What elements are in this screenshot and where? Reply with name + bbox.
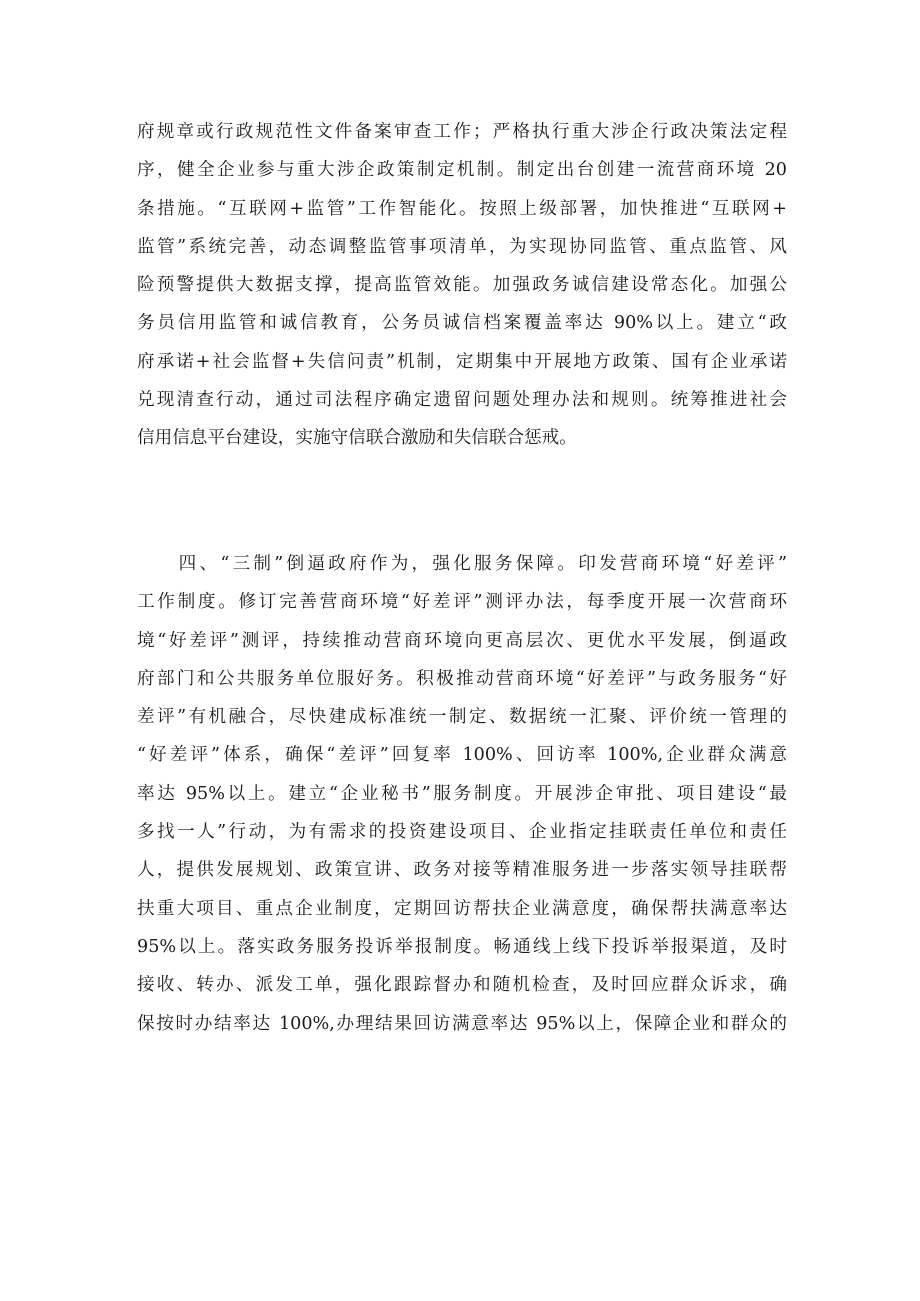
text-line: 兑现清查行动，通过司法程序确定遗留问题处理办法和规则。统筹推进社会 bbox=[137, 390, 787, 411]
text-line: 人，提供发展规划、政策宣讲、政务对接等精准服务进一步落实领导挂联帮 bbox=[137, 860, 787, 881]
text-line: 四、“三制”倒逼政府作为，强化服务保障。印发营商环境“好差评” bbox=[137, 554, 787, 574]
text-line: 监管”系统完善，动态调整监管事项清单，为实现协同监管、重点监管、风 bbox=[137, 236, 787, 257]
text-line: 工作制度。修订完善营商环境“好差评”测评办法，每季度开展一次营商环 bbox=[137, 592, 787, 613]
text-line: 率达 95%以上。建立“企业秘书”服务制度。开展涉企审批、项目建设“最 bbox=[137, 783, 787, 804]
text-line: 序，健全企业参与重大涉企政策制定机制。制定出台创建一流营商环境 20 bbox=[137, 160, 787, 181]
text-line: 扶重大项目、重点企业制度，定期回访帮扶企业满意度，确保帮扶满意率达 bbox=[137, 898, 787, 919]
text-line: 府规章或行政规范性文件备案审查工作；严格执行重大涉企行政决策法定程 bbox=[137, 122, 787, 142]
text-line: 多找一人”行动，为有需求的投资建设项目、企业指定挂联责任单位和责任 bbox=[137, 822, 787, 843]
text-line: 接收、转办、派发工单，强化跟踪督办和随机检查，及时回应群众诉求，确 bbox=[137, 975, 787, 996]
text-line: 保按时办结率达 100%,办理结果回访满意率达 95%以上，保障企业和群众的 bbox=[137, 1013, 787, 1034]
paragraph-1 bbox=[137, 113, 787, 458]
text-line: 府部门和公共服务单位服好务。积极推动营商环境“好差评”与政务服务“好 bbox=[137, 668, 787, 689]
text-line: 差评”有机融合，尽快建成标准统一制定、数据统一汇聚、评价统一管理的 bbox=[137, 707, 787, 728]
text-line: 信用信息平台建设，实施守信联合激励和失信联合惩戒。 bbox=[137, 428, 577, 449]
text-line: 条措施。“互联网+监管”工作智能化。按照上级部署，加快推进“互联网+ bbox=[137, 198, 787, 219]
text-line: 府承诺+社会监督+失信问责”机制，定期集中开展地方政策、国有企业承诺 bbox=[137, 351, 787, 372]
text-line: “好差评”体系，确保“差评”回复率 100%、回访率 100%,企业群众满意 bbox=[137, 745, 787, 766]
text-line: 境“好差评”测评，持续推动营商环境向更高层次、更优水平发展，倒逼政 bbox=[137, 630, 787, 651]
text-line: 95%以上。落实政务服务投诉举报制度。畅通线上线下投诉举报渠道，及时 bbox=[137, 936, 787, 957]
text-line: 务员信用监管和诚信教育，公务员诚信档案覆盖率达 90%以上。建立“政 bbox=[137, 313, 787, 334]
text-line: 险预警提供大数据支撑，提高监管效能。加强政务诚信建设常态化。加强公 bbox=[137, 275, 787, 296]
paragraph-2 bbox=[137, 545, 787, 1043]
